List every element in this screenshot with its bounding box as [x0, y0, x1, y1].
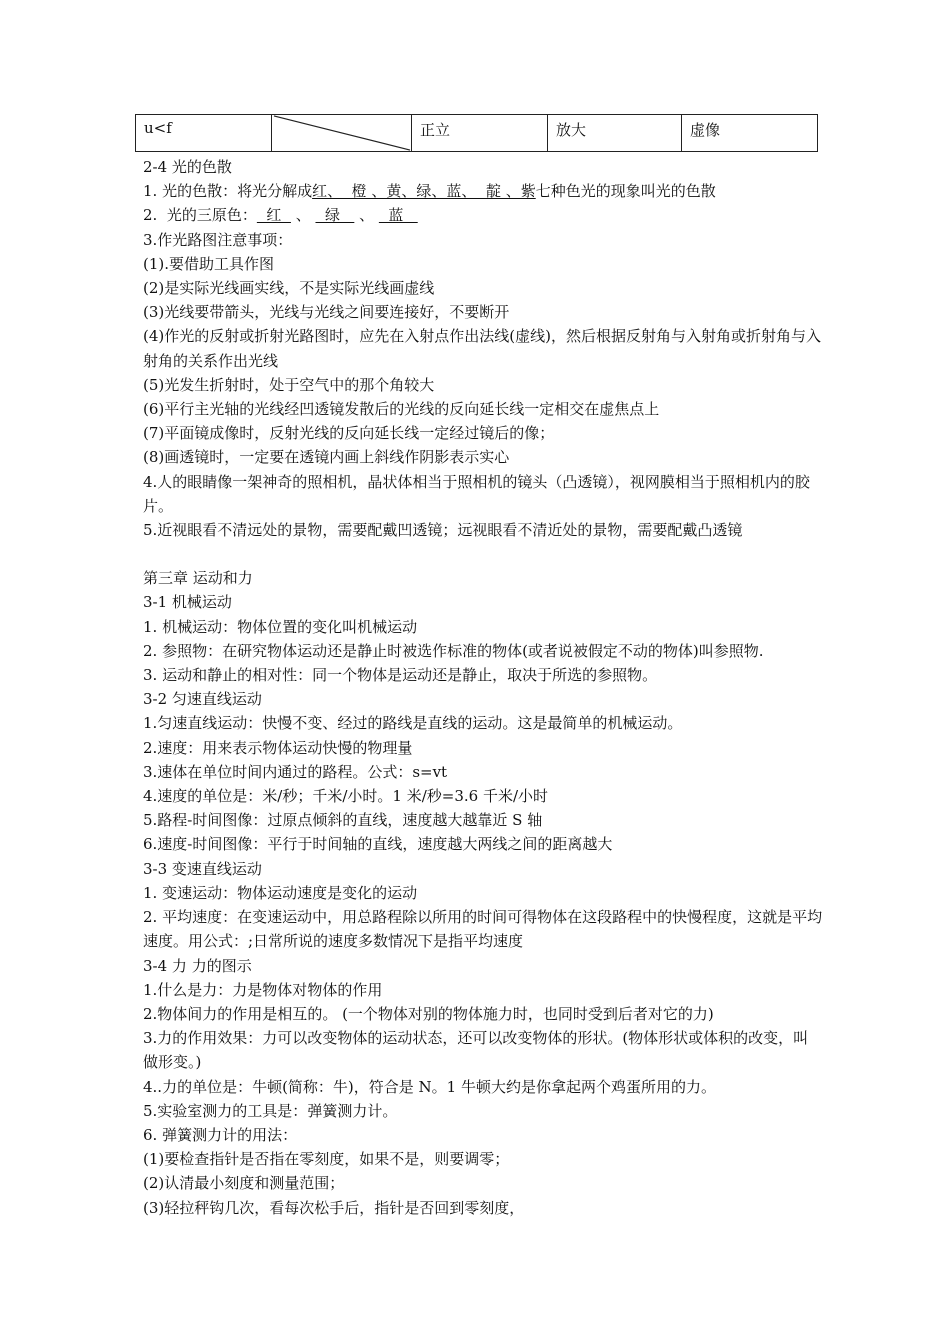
underlined-blue: 蓝 — [378, 206, 418, 225]
paragraph: 2.速度：用来表示物体运动快慢的物理量 — [143, 738, 413, 757]
list-item: (5)光发生折射时，处于空气中的那个角较大 — [143, 375, 435, 394]
text-run: 1. 光的色散：将光分解成 — [143, 182, 313, 201]
section-heading-3-3: 3-3 变速直线运动 — [143, 859, 262, 878]
list-item: (4)作光的反射或折射光路图时，应先在入射点作出法线(虚线)，然后根据反射角与入射角或折射角与入射角的关系作出光线 — [143, 327, 821, 370]
paragraph: 3.速体在单位时间内通过的路程。公式：s=vt — [143, 762, 448, 781]
paragraph: 5.实验室测力的工具是：弹簧测力计。 — [143, 1101, 398, 1120]
section-heading-2-4: 2-4 光的色散 — [143, 158, 232, 176]
separator: 、 — [354, 206, 379, 225]
list-item: (7)平面镜成像时，反射光线的反向延长线一定经过镜后的像； — [143, 424, 555, 443]
paragraph: 1. 变速运动：物体运动速度是变化的运动 — [143, 883, 418, 902]
table-cell-condition: u<f — [136, 115, 272, 152]
paragraph: 4..力的单位是：牛顿(简称：牛)，符合是 N。1 牛顿大约是你拿起两个鸡蛋所用的力。 — [143, 1077, 716, 1096]
table-cell-image-type: 虚像 — [682, 115, 818, 152]
list-item: (3)光线要带箭头，光线与光线之间要连接好，不要断开 — [143, 303, 510, 322]
blank-line — [143, 542, 823, 566]
section-heading-3-2: 3-2 匀速直线运动 — [143, 690, 262, 709]
paragraph: 6.速度-时间图像：平行于时间轴的直线，速度越大两线之间的距离越大 — [143, 835, 613, 854]
paragraph: 3.力的作用效果：力可以改变物体的运动状态，还可以改变物体的形状。(物体形状或体积的改变，叫做形变。) — [143, 1029, 809, 1072]
underlined-red: 红 — [256, 206, 291, 225]
list-item: (8)画透镜时，一定要在透镜内画上斜线作阴影表示实心 — [143, 448, 510, 467]
paragraph: 3.作光路图注意事项： — [143, 230, 293, 249]
chapter-title: 第三章 运动和力 — [143, 569, 253, 588]
paragraph: 5.路程-时间图像：过原点倾斜的直线，速度越大越靠近 S 轴 — [143, 811, 543, 830]
paragraph: 2.物体间力的作用是相互的。 (一个物体对别的物体施力时，也同时受到后者对它的力) — [143, 1004, 714, 1023]
paragraph: 2. 参照物：在研究物体运动还是静止时被选作标准的物体(或者说被假定不动的物体)叫参照物. — [143, 641, 764, 660]
text-run: 七种色光的现象叫光的色散 — [535, 182, 716, 201]
list-item: (6)平行主光轴的光线经凹透镜发散后的光线的反向延长线一定相交在虚焦点上 — [143, 400, 660, 419]
table-cell-orientation: 正立 — [412, 115, 548, 152]
list-item: (1)要检查指针是否指在零刻度，如果不是，则要调零； — [143, 1150, 510, 1169]
table-row — [136, 115, 818, 152]
list-item: (2)是实际光线画实线，不是实际光线画虚线 — [143, 279, 435, 298]
document-body — [143, 155, 823, 1220]
paragraph: 6. 弹簧测力计的用法： — [143, 1125, 298, 1144]
diagonal-line — [272, 115, 411, 151]
paragraph — [143, 179, 823, 203]
paragraph: 1.匀速直线运动：快慢不变、经过的路线是直线的运动。这是最简单的机械运动。 — [143, 714, 683, 733]
list-item: (1).要借助工具作图 — [143, 254, 275, 273]
paragraph: 1.什么是力：力是物体对物体的作用 — [143, 980, 383, 999]
underlined-colors: 红、 橙 、黄、绿、蓝、 靛 、紫 — [312, 182, 536, 201]
lens-imaging-table — [135, 114, 818, 152]
text-run: 2. 光的三原色： — [143, 206, 257, 225]
paragraph: 3. 运动和静止的相对性：同一个物体是运动还是静止，取决于所选的参照物。 — [143, 666, 658, 685]
paragraph: 1. 机械运动：物体位置的变化叫机械运动 — [143, 617, 418, 636]
underlined-green: 绿 — [315, 206, 355, 225]
table-cell-empty-diagonal — [272, 115, 412, 152]
list-item: (3)轻拉秤钩几次，看每次松手后，指针是否回到零刻度， — [143, 1198, 525, 1217]
paragraph: 4.人的眼睛像一架神奇的照相机，晶状体相当于照相机的镜头（凸透镜），视网膜相当于照相机内的胶片。 — [143, 472, 810, 515]
list-item: (2)认清最小刻度和测量范围； — [143, 1174, 345, 1193]
section-heading-3-1: 3-1 机械运动 — [143, 593, 232, 612]
paragraph: 2. 平均速度：在变速运动中，用总路程除以所用的时间可得物体在这段路程中的快慢程度，这就是平均速度。用公式：;日常所说的速度多数情况下是指平均速度 — [143, 908, 823, 951]
section-heading-3-4: 3-4 力 力的图示 — [143, 956, 252, 975]
paragraph — [143, 203, 823, 227]
paragraph: 5.近视眼看不清远处的景物，需要配戴凹透镜；远视眼看不清近处的景物，需要配戴凸透镜 — [143, 521, 743, 540]
table-cell-size: 放大 — [548, 115, 682, 152]
separator: 、 — [290, 206, 316, 225]
paragraph: 4.速度的单位是：米/秒；千米/小时。1 米/秒=3.6 千米/小时 — [143, 787, 549, 806]
